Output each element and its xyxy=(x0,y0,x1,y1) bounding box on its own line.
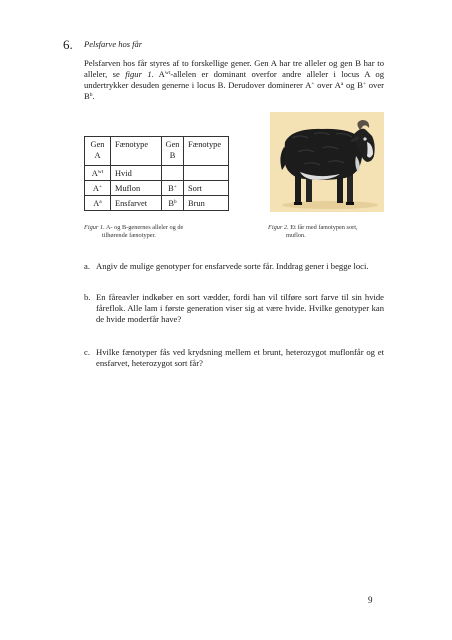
figure-reference: figur 1 xyxy=(125,69,152,79)
sheep-photo xyxy=(270,112,384,212)
subquestion-label: c. xyxy=(84,347,90,357)
header-gen-a: Gen A xyxy=(85,137,111,166)
subquestion-c xyxy=(84,347,384,369)
figure1-caption: Figur 1. A- og B-genernes alleler og de tilhørende fænotyper. xyxy=(84,224,184,239)
subquestion-b xyxy=(84,292,384,325)
table-row xyxy=(85,196,229,211)
cell-phenotype-b xyxy=(184,166,229,181)
intro-paragraph: Pelsfarven hos får styres af to forskellige gener. Gen A har tre alleler og gen B har to alleler, se figur 1. $A^{wt}$-allelen er dominant overfor andre alleler i locus A og undertrykker desuden generne i locus B. Derudover dominerer A+ over $A^a$ og B+ over $B^b$. xyxy=(84,58,385,101)
sheep-illustration xyxy=(270,112,384,212)
cell-gen-b: $B^b$ xyxy=(162,196,184,211)
subquestion-text: Angiv de mulige genotyper for ensfarvede sorte får. Inddrag gener i begge loci. xyxy=(96,261,369,271)
table-header-row xyxy=(85,137,229,166)
cell-gen-a: $A^a$ xyxy=(85,196,111,211)
subquestion-a xyxy=(84,261,384,272)
header-gen-b: Gen B xyxy=(162,137,184,166)
page-number: 9 xyxy=(368,595,373,605)
cell-gen-a: $A^{wt}$ xyxy=(85,166,111,181)
subquestion-label: b. xyxy=(84,292,91,302)
figure2-label: Figur 2. xyxy=(268,224,289,231)
cell-phenotype-a: Muflon xyxy=(111,181,162,196)
header-phenotype-a: Fænotype xyxy=(111,137,162,166)
subquestion-label: a. xyxy=(84,261,90,271)
question-title: Pelsfarve hos får xyxy=(84,39,143,49)
subquestion-text: En fåreavler indkøber en sort vædder, fordi han vil tilføre sort farve til sin hvide fåreflok. Alle lam i første generation viser sig at være hvide. Hvilke genotyper kan de hvide moderfår have? xyxy=(96,292,384,324)
cell-gen-a: A+ xyxy=(85,181,111,196)
cell-phenotype-a: Ensfarvet xyxy=(111,196,162,211)
figure1-label: Figur 1. xyxy=(84,224,105,231)
question-number: 6. xyxy=(63,37,73,52)
allele-table xyxy=(84,136,229,211)
cell-phenotype-a: Hvid xyxy=(111,166,162,181)
figure2-caption: Figur 2. Et får med fænotypen sort, muflon. xyxy=(268,224,358,239)
cell-phenotype-b: Brun xyxy=(184,196,229,211)
cell-phenotype-b: Sort xyxy=(184,181,229,196)
header-phenotype-b: Fænotype xyxy=(184,137,229,166)
table-row xyxy=(85,166,229,181)
table-row xyxy=(85,181,229,196)
cell-gen-b: B+ xyxy=(162,181,184,196)
subquestion-text: Hvilke fænotyper fås ved krydsning mellem et brunt, heterozygot muflonfår og et ensfarvet, heterozygot sort får? xyxy=(96,347,384,368)
cell-gen-b xyxy=(162,166,184,181)
